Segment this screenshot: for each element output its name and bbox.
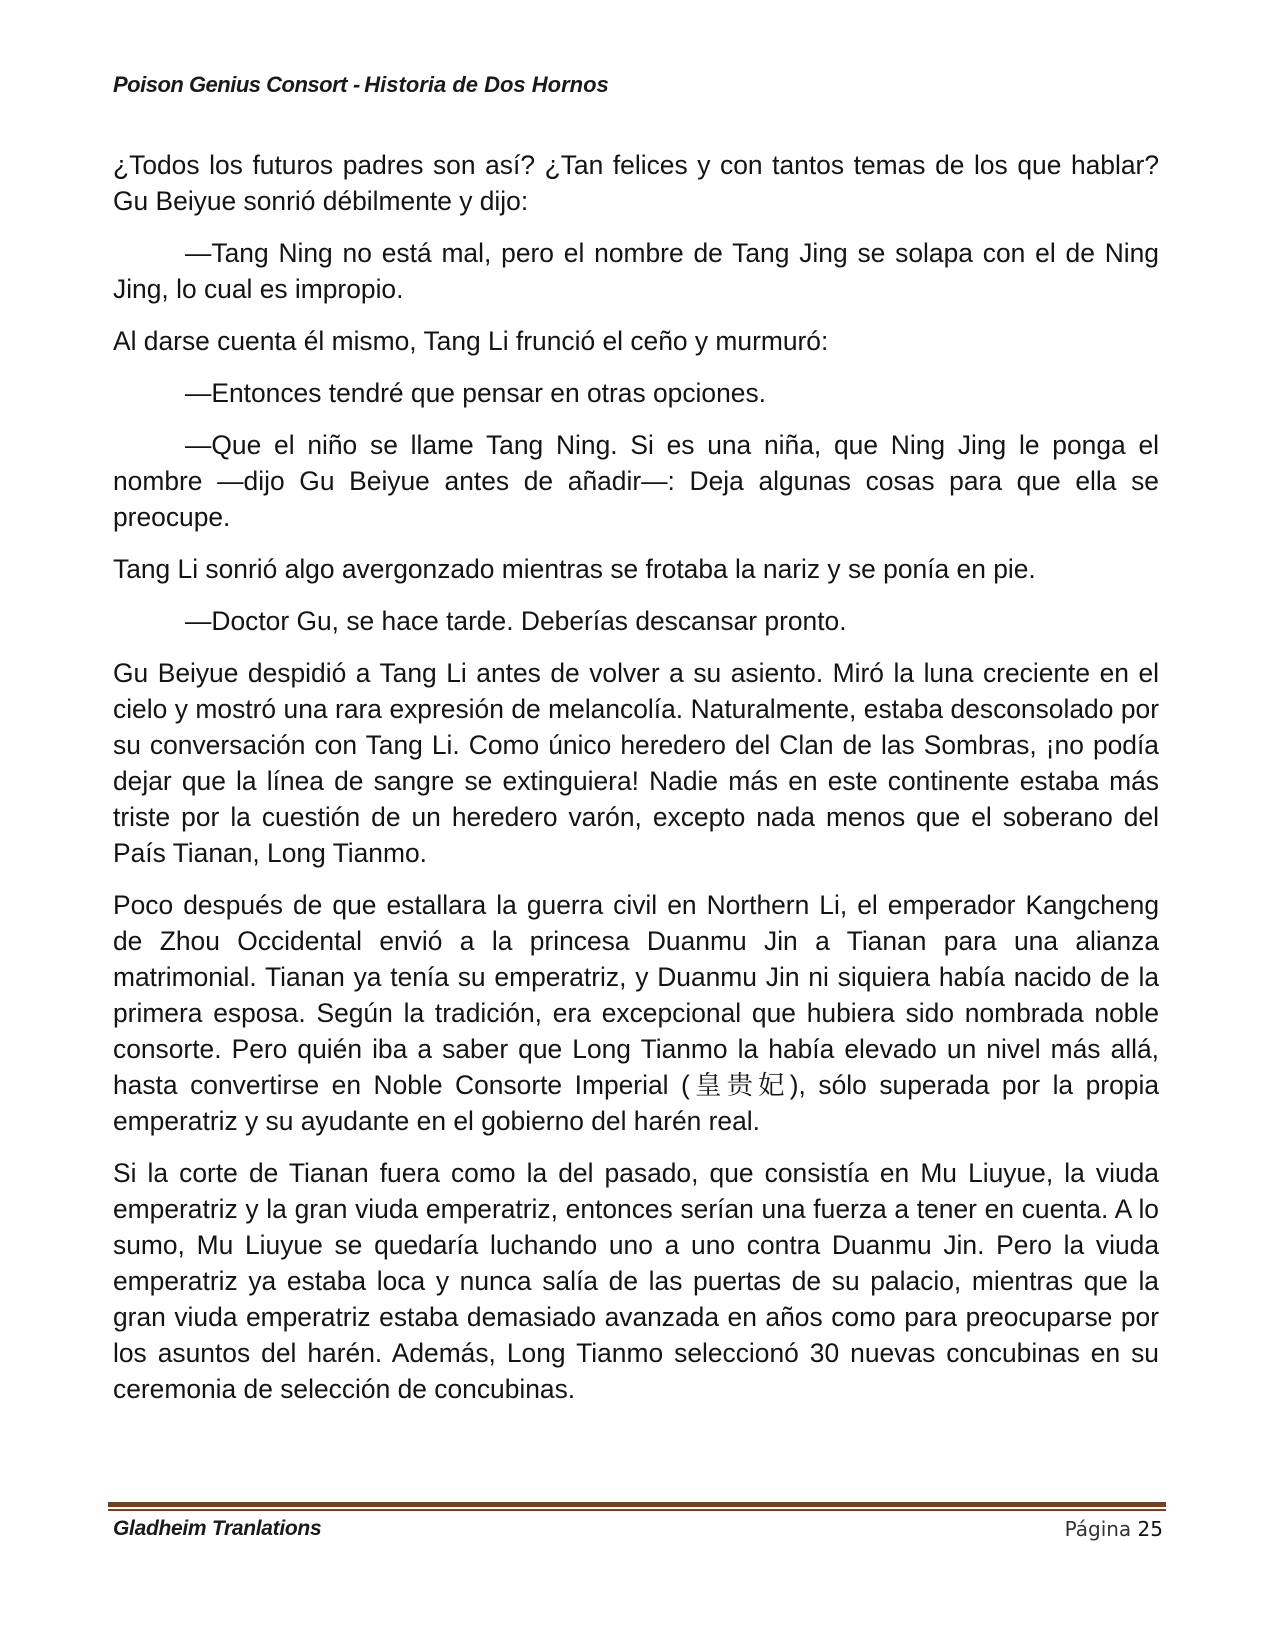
paragraph: Si la corte de Tianan fuera como la del pasado, que consistía en Mu Liuyue, la viuda emperatriz y la gran viuda emperatriz, entonces serían una fuerza a tener en cuenta. A lo sumo, Mu Liuyue se quedaría luchando uno a uno contra Duanmu Jin. Pero la viuda emperatriz ya estaba loca y nunca salía de las puertas de su palacio, mientras que la gran viuda emperatriz estaba demasiado avanzada en años como para preocuparse por los asuntos del harén. Además, Long Tianmo seleccionó 30 nuevas concubinas en su ceremonia de selección de concubinas.: [113, 1158, 1159, 1404]
footer-page-indicator: [1065, 1517, 1163, 1541]
paragraph: Gu Beiyue despidió a Tang Li antes de volver a su asiento. Miró la luna creciente en el cielo y mostró una rara expresión de melancolía. Naturalmente, estaba desconsolado por su conversación con Tang Li. Como único heredero del Clan de las Sombras, ¡no podía dejar que la línea de sangre se extinguiera! Nadie más en este continente estaba más triste por la cuestión de un heredero varón, excepto nada menos que el soberano del País Tianan, Long Tianmo.: [113, 658, 1159, 868]
dialogue-paragraph: —Entonces tendré que pensar en otras opciones.: [185, 378, 766, 408]
page-number: 25: [1137, 1517, 1163, 1541]
dialogue-paragraph: —Que el niño se llame Tang Ning. Si es una niña, que Ning Jing le ponga el nombre —dijo Gu Beiyue antes de añadir—: Deja algunas cosas para que ella se preocupe.: [113, 430, 1159, 532]
dialogue-paragraph: —Doctor Gu, se hace tarde. Deberías descansar pronto.: [185, 606, 847, 636]
page-label: Página: [1064, 1517, 1132, 1541]
page-body: [113, 147, 1159, 1423]
page-header: [113, 72, 609, 98]
paragraph: Al darse cuenta él mismo, Tang Li frunció el ceño y murmuró:: [113, 326, 829, 356]
paragraph: ¿Todos los futuros padres son así? ¿Tan felices y con tantos temas de los que hablar? Gu Beiyue sonrió débilmente y dijo:: [113, 150, 1159, 216]
footer-publisher: Gladheim Tranlations: [113, 1517, 322, 1540]
paragraph: Poco después de que estallara la guerra civil en Northern Li, el emperador Kangcheng de Zhou Occidental envió a la princesa Duanmu Jin a Tianan para una alianza matrimonial. Tianan ya tenía su emperatriz, y Duanmu Jin ni siquiera había nacido de la primera esposa. Según la tradición, era excepcional que hubiera sido nombrada noble consorte. Pero quién iba a saber que Long Tianmo la había elevado un nivel más allá, hasta convertirse en Noble Consorte Imperial (皇贵妃), sólo superada por la propia emperatriz y su ayudante en el gobierno del harén real.: [113, 890, 1159, 1136]
header-series-title: Poison Genius Consort: [113, 72, 347, 97]
header-separator: -: [352, 72, 361, 97]
dialogue-paragraph: —Tang Ning no está mal, pero el nombre de Tang Jing se solapa con el de Ning Jing, lo cual es impropio.: [113, 238, 1159, 304]
header-chapter-title: Historia de Dos Hornos: [364, 72, 609, 97]
paragraph: Tang Li sonrió algo avergonzado mientras se frotaba la nariz y se ponía en pie.: [113, 554, 1036, 584]
